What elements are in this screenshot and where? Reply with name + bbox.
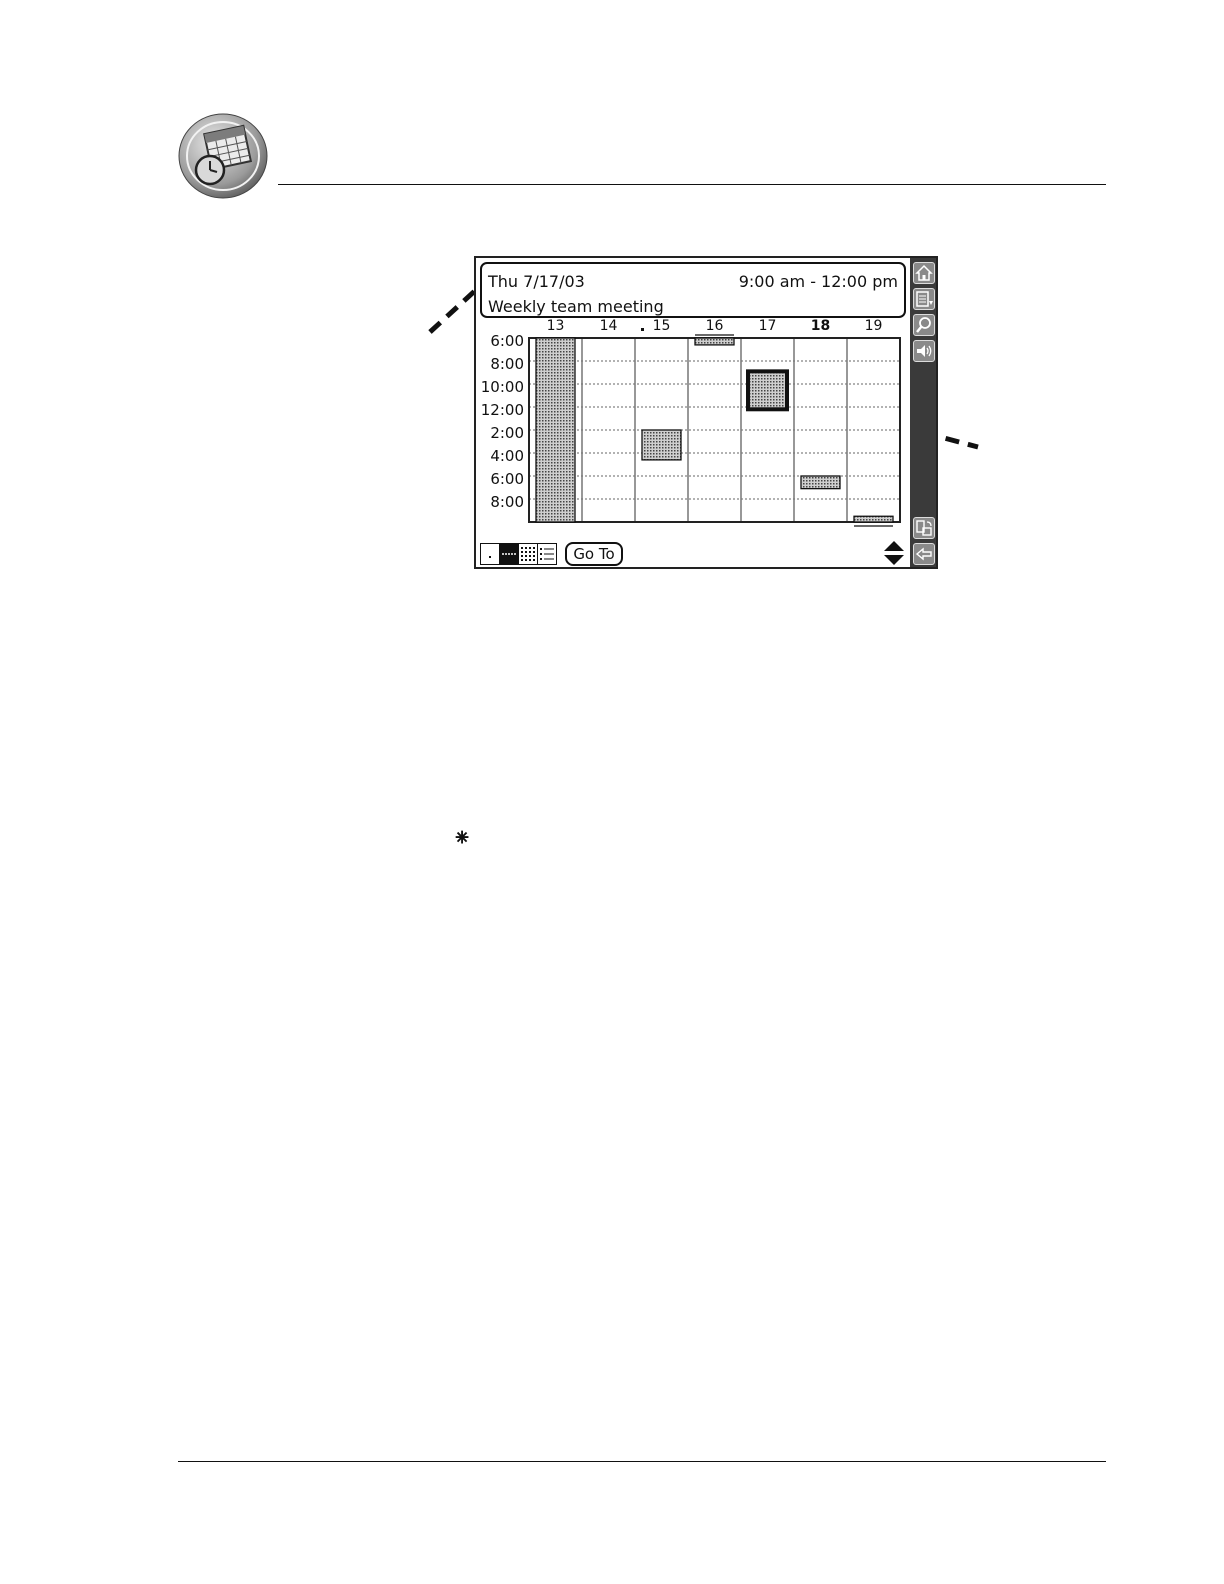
datebook-app-icon — [178, 112, 268, 200]
silkscreen-sidebar — [910, 258, 938, 569]
hour-label: 10:00 — [480, 378, 524, 396]
week-view-screen — [474, 256, 938, 569]
menu-icon[interactable] — [913, 288, 935, 310]
event-time-range: 9:00 am - 12:00 pm — [738, 272, 898, 291]
speaker-icon[interactable] — [913, 340, 935, 362]
day-header: 15 — [652, 318, 671, 334]
day-header: 13 — [546, 318, 565, 334]
hour-label: 4:00 — [490, 447, 524, 465]
footer-rule — [178, 1461, 1106, 1462]
find-icon[interactable] — [913, 314, 935, 336]
day-header: 14 — [599, 318, 618, 334]
untimed-event-dot-15 — [641, 328, 644, 331]
day-view-icon[interactable] — [481, 544, 500, 565]
go-to-button[interactable]: Go To — [565, 542, 623, 566]
callout-line-detail — [430, 288, 478, 332]
event-16 — [695, 338, 734, 345]
event-19 — [854, 516, 893, 522]
hour-label: 6:00 — [490, 470, 524, 488]
event-date: Thu 7/17/03 — [488, 272, 585, 291]
day-header: 18 — [810, 318, 831, 334]
hour-label: 8:00 — [490, 493, 524, 511]
header-rule — [278, 184, 1106, 185]
rotate-icon[interactable] — [913, 517, 935, 539]
event-all-day-13 — [536, 338, 575, 522]
event-description: Weekly team meeting — [488, 297, 664, 316]
home-icon[interactable] — [913, 262, 935, 284]
event-selected-17 — [748, 371, 787, 409]
event-detail-box — [480, 262, 906, 318]
month-view-icon[interactable] — [519, 544, 538, 565]
week-view-icon[interactable] — [500, 544, 519, 565]
footnote-marker: ⁕ — [452, 824, 473, 852]
hour-label: 8:00 — [490, 355, 524, 373]
day-header: 19 — [864, 318, 883, 334]
hour-label: 12:00 — [480, 401, 524, 419]
hour-label: 6:00 — [490, 332, 524, 350]
event-18 — [801, 476, 840, 489]
back-icon[interactable] — [913, 543, 935, 565]
view-selector[interactable] — [480, 543, 558, 565]
scroll-up-down-icon[interactable] — [883, 540, 905, 566]
event-15 — [642, 430, 681, 460]
hour-label: 2:00 — [490, 424, 524, 442]
day-header: 17 — [758, 318, 777, 334]
agenda-view-icon[interactable] — [538, 544, 557, 565]
day-header: 16 — [705, 318, 724, 334]
